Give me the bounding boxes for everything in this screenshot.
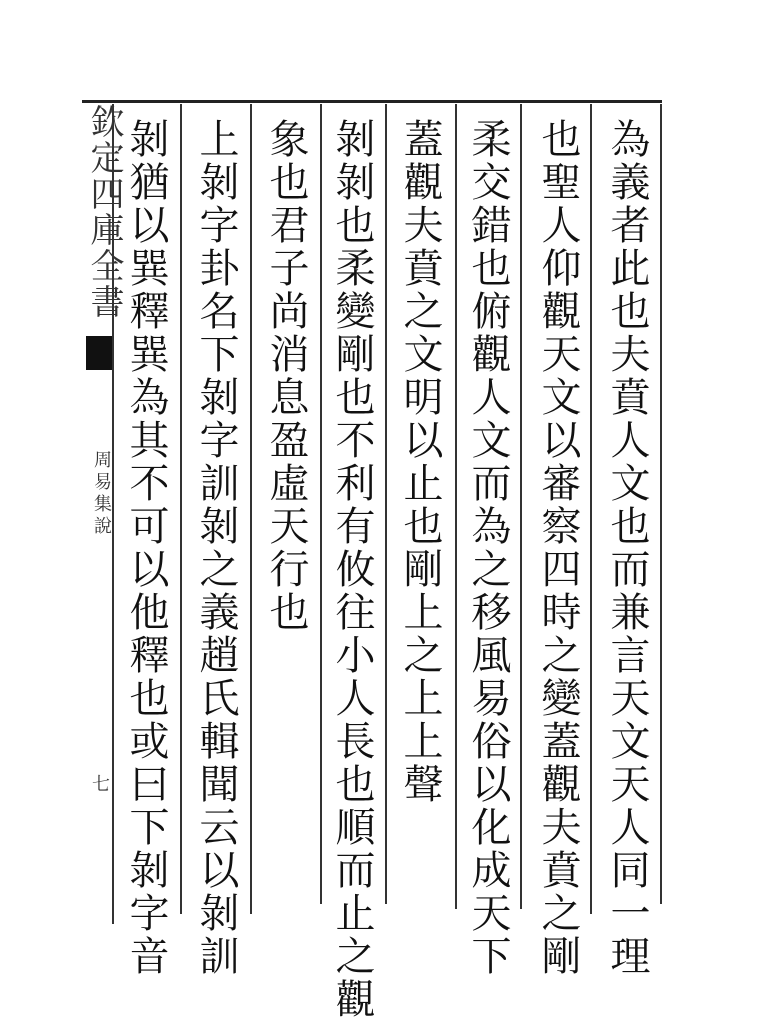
fishtail-mark [86,336,112,370]
text-column-4: 蓋觀夫賁之文明以止也剛上之上上聲 [397,118,443,806]
margin-page-number: 七 [89,774,110,792]
column-divider [660,104,662,904]
column-divider [385,104,387,904]
column-divider [455,104,457,909]
column-divider [180,104,182,914]
text-column-8: 剝猶以巽釋巽為其不可以他釋也或曰下剝字音 [123,118,169,978]
text-column-2: 也聖人仰觀天文以審察四時之變蓋觀夫賁之剛 [535,118,581,978]
column-divider [250,104,252,914]
margin-title: 欽定四庫全書 [84,104,124,320]
text-column-1: 為義者此也夫賁人文也而兼言天文天人同一理 [604,118,650,978]
text-column-6: 象也君子尚消息盈虛天行也 [263,118,309,634]
column-divider [590,104,592,914]
text-column-5: 剝剝也柔變剛也不利有攸往小人長也順而止之觀 [329,118,375,1021]
column-divider [320,104,322,904]
text-column-3: 柔交錯也俯觀人文而為之移風易俗以化成天下 [465,118,511,978]
top-border-rule [82,100,662,103]
text-column-7: 上剝字卦名下剝字訓剝之義趙氏輯聞云以剝訓 [193,118,239,978]
margin-book-title: 周易集說 [91,450,112,538]
column-divider [520,104,522,909]
